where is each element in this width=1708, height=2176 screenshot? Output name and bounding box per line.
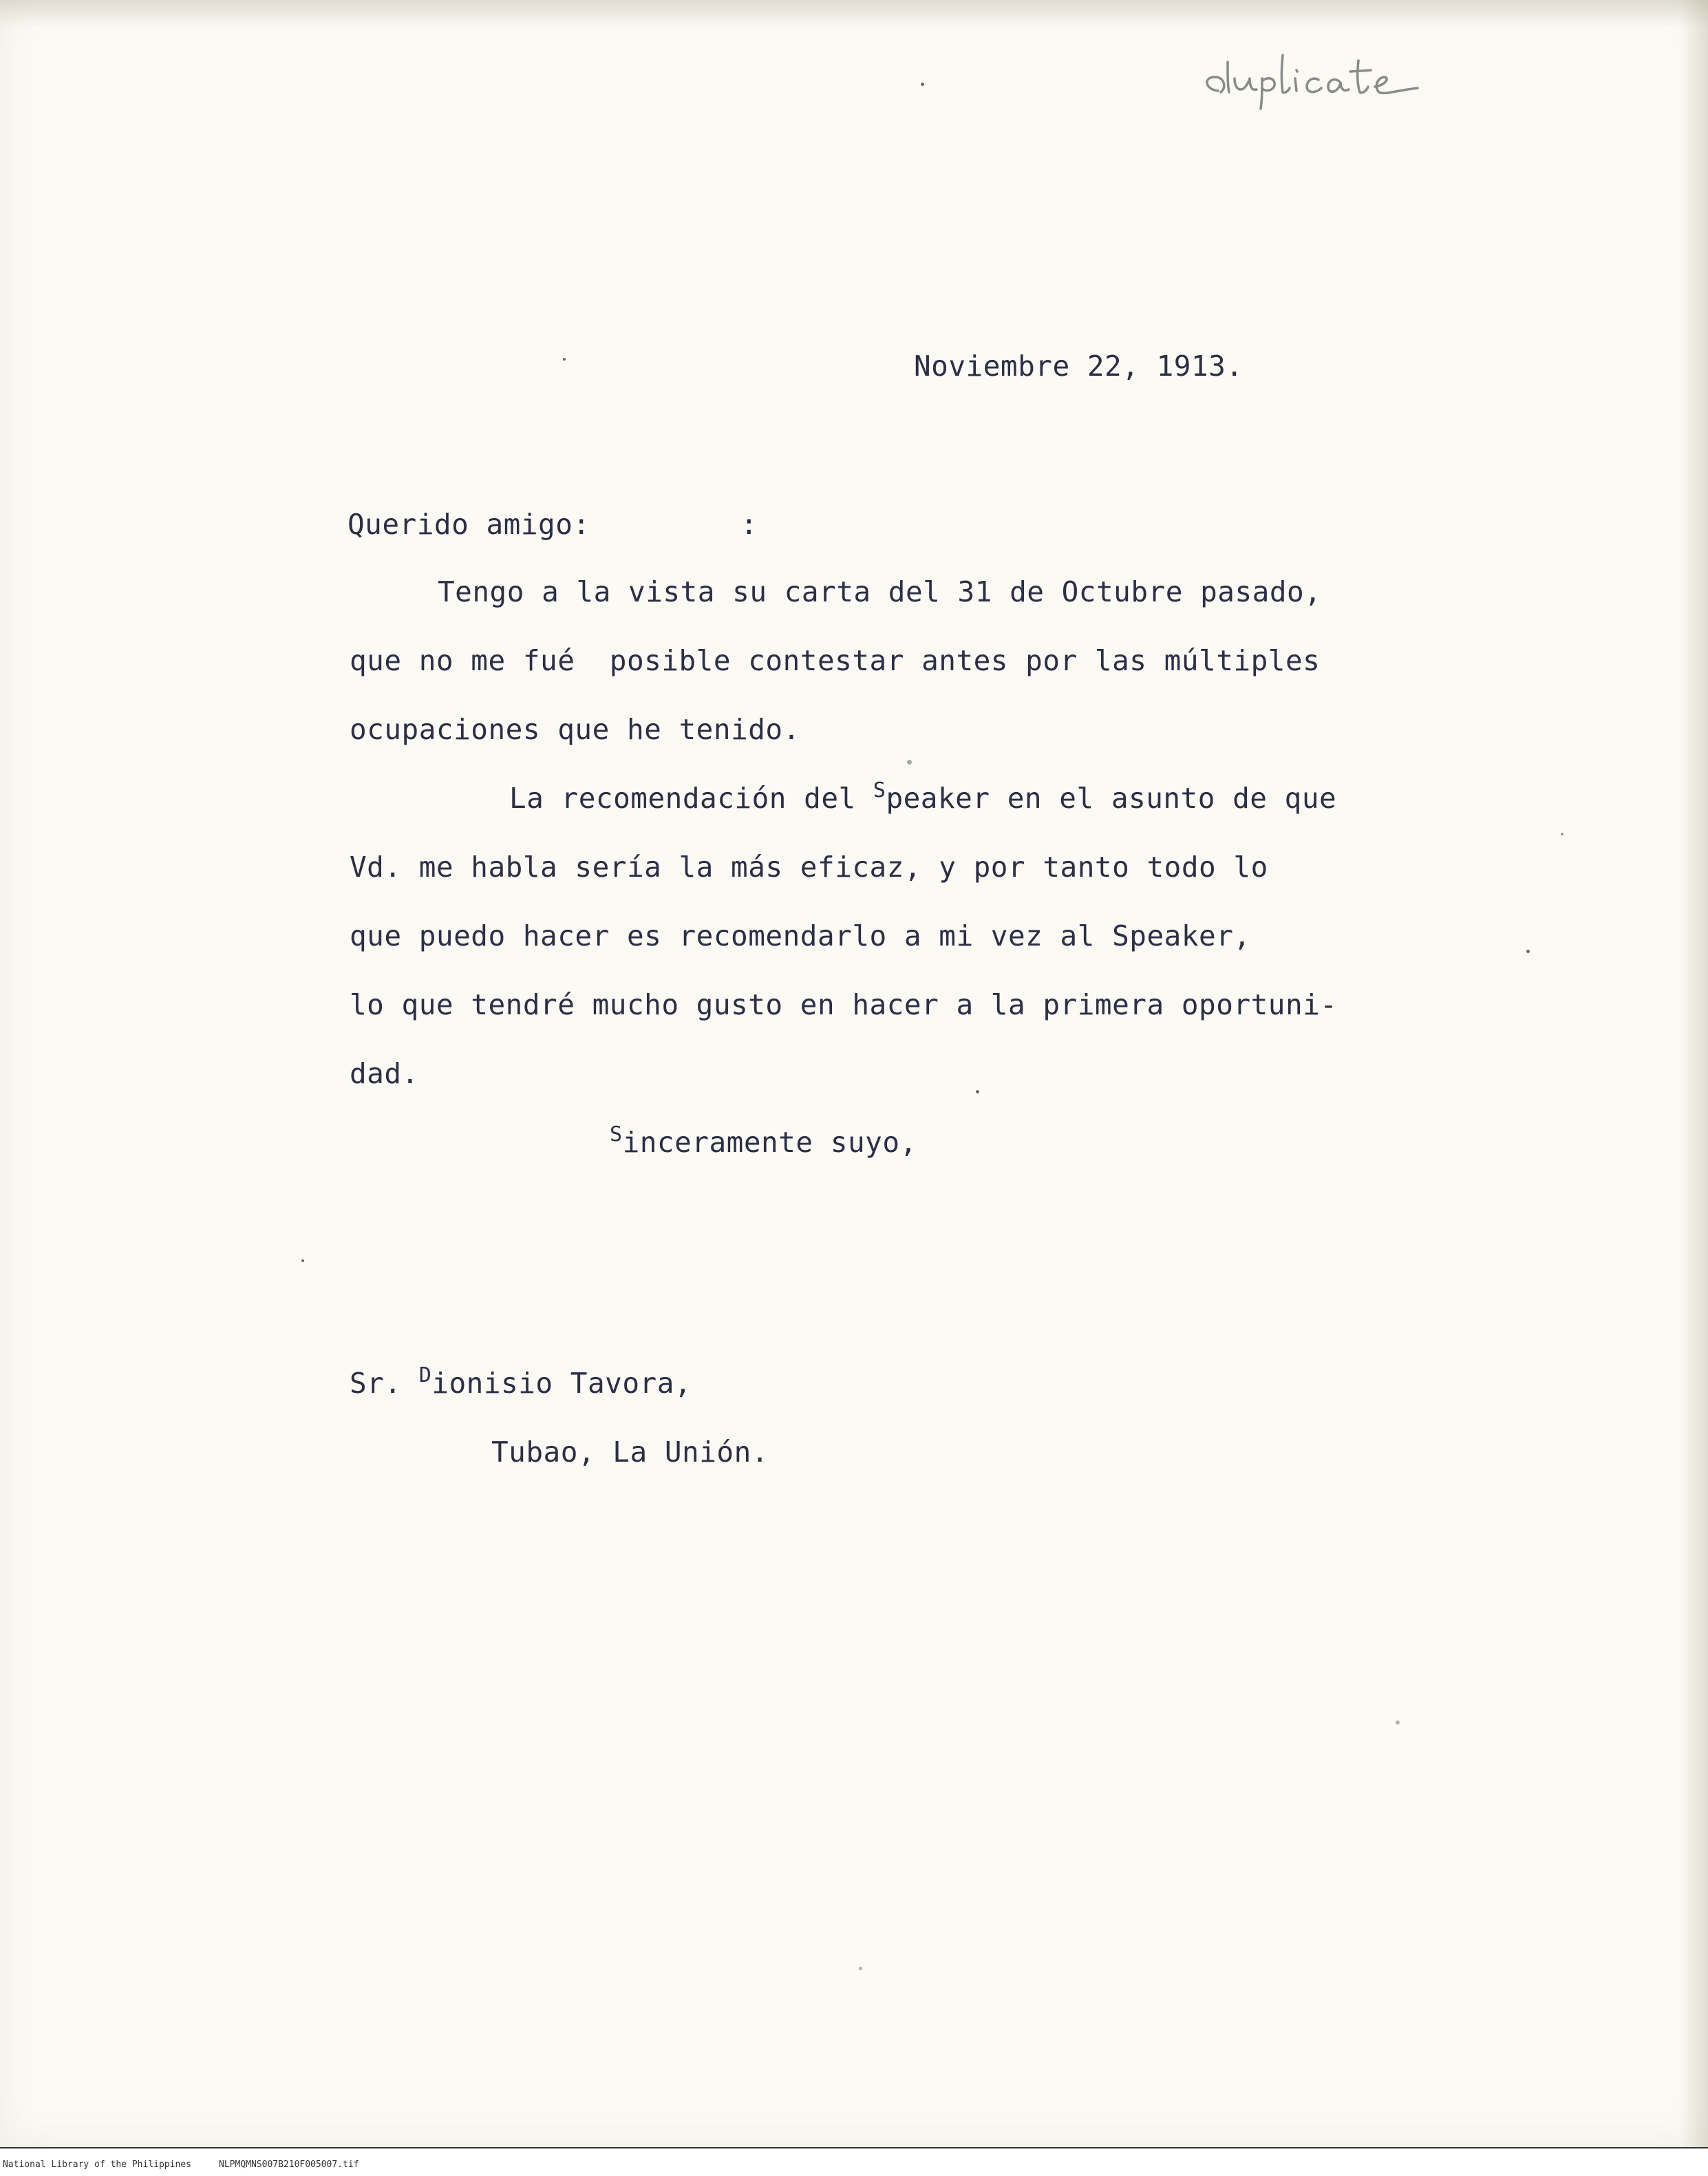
body-line: que puedo hacer es recomendarlo a mi vez al Speaker, bbox=[350, 919, 1251, 952]
paper-top-shadow bbox=[0, 0, 1708, 28]
body-line: Tengo a la vista su carta del 31 de Octubre pasado, bbox=[438, 575, 1322, 608]
paper-speck bbox=[907, 760, 912, 765]
paper-speck bbox=[1396, 1720, 1400, 1725]
letter-date: Noviembre 22, 1913. bbox=[914, 350, 1243, 383]
closing: $^S$inceramente suyo, bbox=[610, 1122, 917, 1159]
body-line-paragraph-2: La recomendación del $^S$peaker en el asunto de que bbox=[509, 778, 1337, 815]
salutation: Querido amigo: bbox=[348, 508, 590, 541]
body-line: que no me fué posible contestar antes por las múltiples bbox=[350, 644, 1321, 677]
body-line: lo que tendré mucho gusto en hacer a la primera oportuni- bbox=[350, 988, 1338, 1021]
paper-speck bbox=[859, 1967, 862, 1970]
paper-speck bbox=[563, 358, 566, 361]
salutation-colon: : bbox=[740, 508, 758, 541]
paper-speck bbox=[301, 1259, 304, 1262]
footer-filename: NLPMQMNS007B210F005007.tif bbox=[219, 2159, 359, 2170]
handwritten-duplicate-note bbox=[1191, 48, 1466, 110]
paper-right-shadow bbox=[1680, 0, 1708, 2147]
paper-speck bbox=[1561, 833, 1563, 835]
body-line: dad. bbox=[350, 1057, 419, 1090]
paper-speck bbox=[921, 83, 924, 86]
footer-institution: National Library of the Philippines bbox=[3, 2159, 191, 2170]
recipient-address: Tubao, La Unión. bbox=[491, 1436, 769, 1469]
body-line: Vd. me habla sería la más eficaz, y por tanto todo lo bbox=[350, 851, 1268, 884]
body-line: ocupaciones que he tenido. bbox=[350, 713, 800, 746]
recipient-name: Sr. $^D$ionisio Tavora, bbox=[350, 1363, 692, 1400]
paper-speck bbox=[1526, 950, 1530, 953]
paper-speck bbox=[976, 1090, 979, 1094]
